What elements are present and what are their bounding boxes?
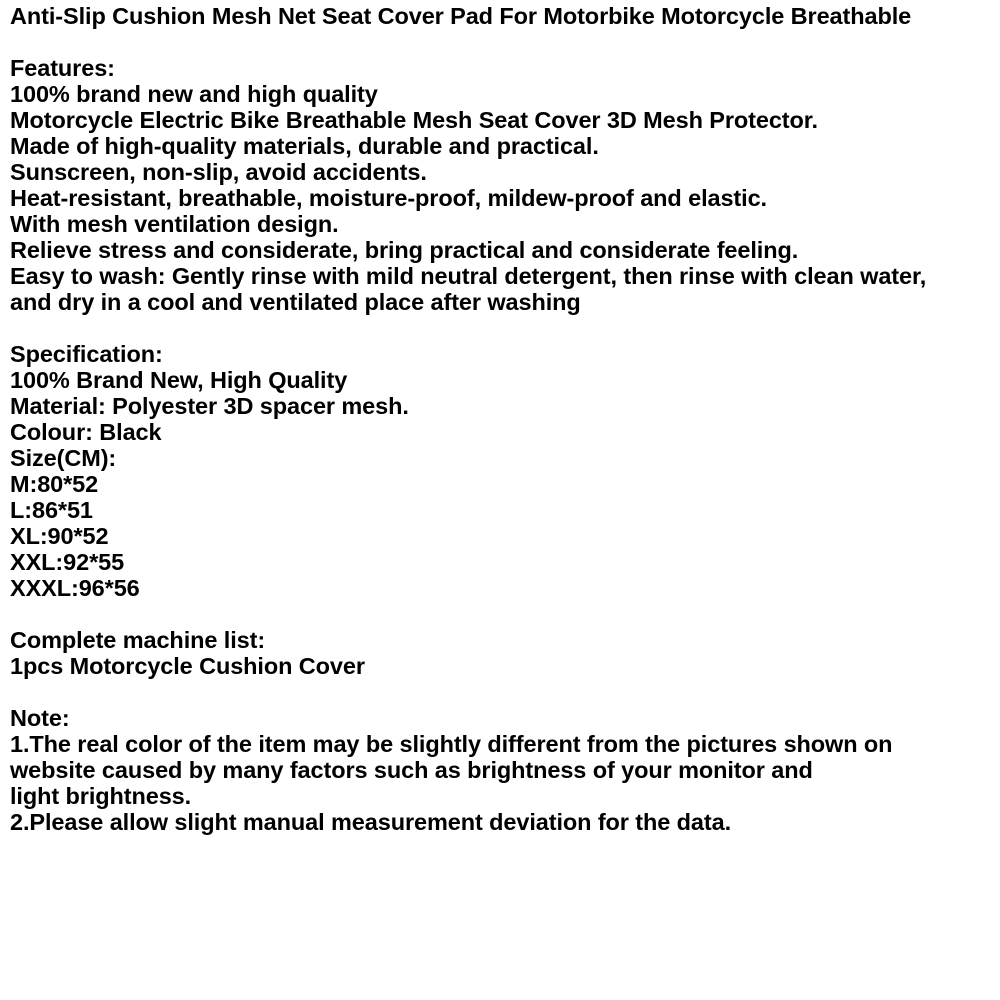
blank-line <box>10 601 990 627</box>
feature-line: Motorcycle Electric Bike Breathable Mesh Seat Cover 3D Mesh Protector. <box>10 107 818 133</box>
note-line: light brightness. <box>10 783 192 809</box>
blank-line <box>10 29 990 55</box>
feature-line: Easy to wash: Gently rinse with mild neutral detergent, then rinse with clean water, <box>10 263 927 289</box>
feature-line: Heat-resistant, breathable, moisture-proof, mildew-proof and elastic. <box>10 185 767 211</box>
specification-line: 100% Brand New, High Quality <box>10 367 348 393</box>
blank-line <box>10 315 990 341</box>
machine-list-line: 1pcs Motorcycle Cushion Cover <box>10 653 365 679</box>
size-list-heading: Size(CM): <box>10 445 117 471</box>
feature-line: and dry in a cool and ventilated place after washing <box>10 289 581 315</box>
specification-line: Colour: Black <box>10 419 162 445</box>
feature-line: 100% brand new and high quality <box>10 81 378 107</box>
note-heading: Note: <box>10 705 70 731</box>
note-line: 1.The real color of the item may be slightly different from the pictures shown on <box>10 731 893 757</box>
product-title: Anti-Slip Cushion Mesh Net Seat Cover Pad For Motorbike Motorcycle Breathable <box>10 3 912 29</box>
specification-heading: Specification: <box>10 341 163 367</box>
feature-line: With mesh ventilation design. <box>10 211 339 237</box>
features-heading: Features: <box>10 55 115 81</box>
size-line-xxl: XXL:92*55 <box>10 549 125 575</box>
machine-list-heading: Complete machine list: <box>10 627 266 653</box>
size-line-xl: XL:90*52 <box>10 523 109 549</box>
feature-line: Made of high-quality materials, durable and practical. <box>10 133 599 159</box>
feature-line: Relieve stress and considerate, bring practical and considerate feeling. <box>10 237 799 263</box>
size-line-m: M:80*52 <box>10 471 99 497</box>
blank-line <box>10 679 990 705</box>
size-line-xxxl: XXXL:96*56 <box>10 575 140 601</box>
note-line: website caused by many factors such as brightness of your monitor and <box>10 757 813 783</box>
feature-line: Sunscreen, non-slip, avoid accidents. <box>10 159 427 185</box>
size-line-l: L:86*51 <box>10 497 93 523</box>
note-line: 2.Please allow slight manual measurement deviation for the data. <box>10 809 732 835</box>
specification-line: Material: Polyester 3D spacer mesh. <box>10 393 409 419</box>
